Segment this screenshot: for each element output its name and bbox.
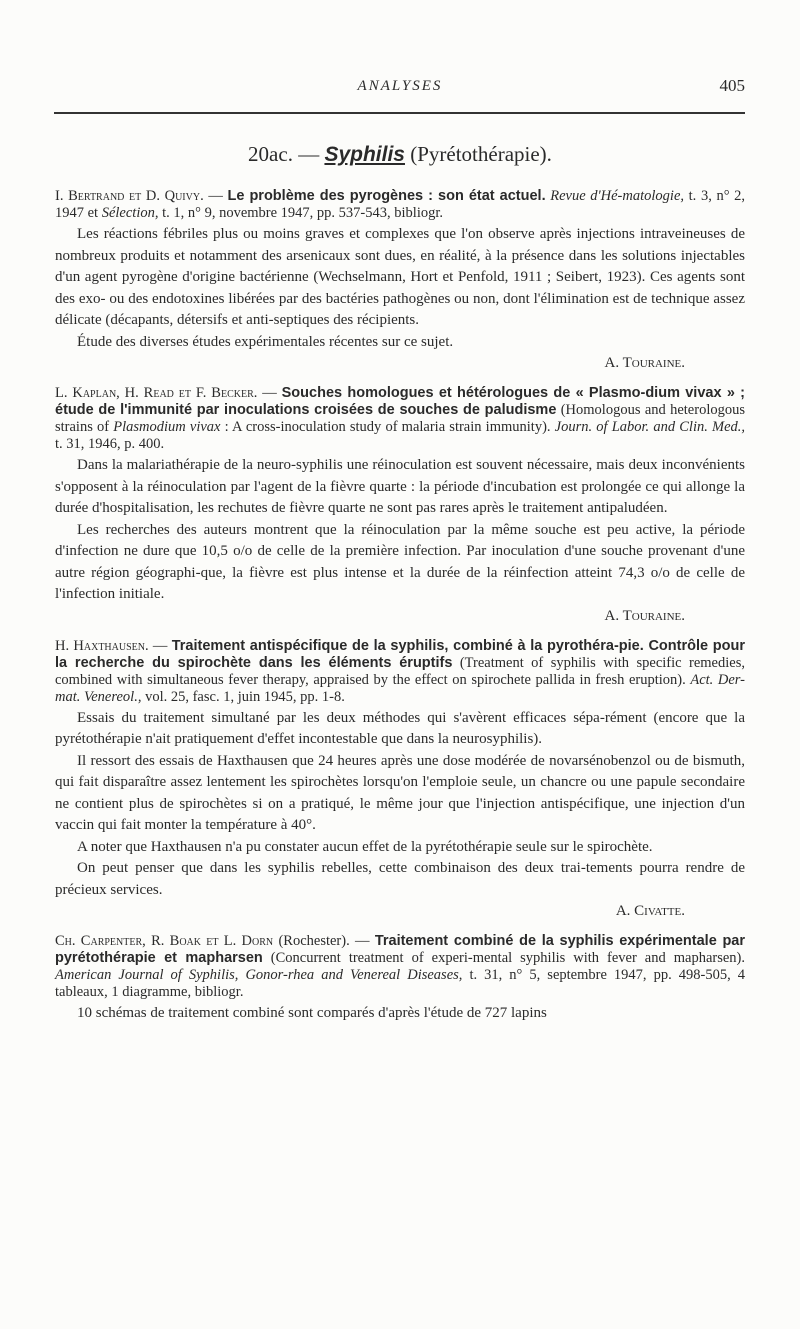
article-1 — [55, 188, 745, 373]
reference: t. 31, n° 5, septembre 1947, pp. 498-505, 4 tableaux, 1 diagramme, bibliogr. — [55, 967, 745, 1000]
journal: Act. Der-mat. Venereol., — [55, 671, 745, 705]
reference: vol. 25, fasc. 1, juin 1945, pp. 1-8. — [141, 688, 345, 705]
reference: (Treatment of syphilis with specific remedies, combined with simultaneous fever therapy, appraised by the effect on spirochete pallida in fresh eruption). — [55, 654, 745, 688]
citation — [55, 385, 745, 453]
reference: t. 1, n° 9, novembre 1947, pp. 537-543, bibliogr. — [158, 205, 443, 221]
paragraph: Étude des diverses études expérimentales récentes sur ce sujet. — [77, 333, 454, 350]
signature: A. Touraine. — [604, 355, 685, 371]
journal: Revue d'Hé-matologie, — [550, 188, 685, 204]
section-code: 20ac. — — [248, 142, 320, 166]
authors: L. Kaplan, H. Read et F. Becker. — [55, 385, 258, 401]
paragraph: Il ressort des essais de Haxthausen que 24 heures après une dose modérée de novarsénobenzol ou de bismuth, qui fait disparaître assez lentement les spirochètes lorsqu'on l'emploie seule, un chancre ou une papule secondaire ne contient plus de spirochètes si on a pratiqué, le même jour que l'injection antispécifique, une injection d'un vaccin qui fait monter la température à 40°. — [55, 752, 745, 833]
dash: — — [203, 188, 228, 204]
article-title: Traitement antispécifique de la syphilis, combiné à la pyrothéra-pie. Contrôle pour la recherche du spirochète dans les éléments éruptifs — [55, 637, 745, 671]
paragraph: Les recherches des auteurs montrent que la réinoculation par la même souche est peu active, la période d'infection ne dure que 10,5 o/o de celle de la première infection. Par inoculation d'une souche provenant d'une autre région géographi-que, la fièvre est plus intense et la durée de la réinfection atteint 74,3 o/o de celle de l'infection initiale. — [55, 521, 745, 602]
article-title: Le problème des pyrogènes : son état actuel. — [227, 188, 546, 204]
journal: Journ. of Labor. and Clin. Med., — [554, 419, 746, 435]
journal: Sélection, — [101, 205, 159, 221]
section-heading — [0, 142, 800, 167]
reference: (Homologous and heterologous strains of — [55, 402, 745, 435]
signature: A. Touraine. — [604, 607, 685, 624]
paragraph: Les réactions fébriles plus ou moins graves et complexes que l'on observe après injections intraveineuses de nombreux produits et notamment des arsenicaux sont dues, en réalité, à la présence dans les solutions injectables d'un agent pyrogène d'origine bactérienne (Wechselmann, Hort et Penfold, 1911 ; Seibert, 1923). Ces agents sont des exo- ou des endotoxines libérées par des bactéries pathogènes ou non, dont l'élimination est de technique assez délicate (décapants, détersifs et anti-septiques des récipients. — [55, 226, 745, 328]
dash: — — [257, 385, 282, 401]
running-header-title: ANALYSES — [357, 78, 443, 94]
authors: I. Bertrand et D. Quivy. — [55, 188, 204, 204]
paragraph: Dans la malariathérapie de la neuro-syphilis une réinoculation est souvent nécessaire, mais deux inconvénients s'opposent à la réinoculation par l'agent de la fièvre quarte : la période d'incubation est prolongée ce qui allonge la durée d'hospitalisation, les rechutes de fièvre quarte ne sont pas rares après le traitement antipaludéen. — [55, 457, 745, 516]
reference: t. 3, n° 2, 1947 et — [55, 188, 746, 221]
citation — [55, 188, 745, 222]
authors: H. Haxthausen. — [55, 637, 149, 654]
article-2 — [55, 385, 745, 626]
main-content — [55, 188, 745, 1037]
section-subtitle: (Pyrétothérapie). — [410, 142, 552, 166]
page-number: 405 — [719, 76, 745, 95]
journal: American Journal of Syphilis, Gonor-rhea and Venereal Diseases, — [55, 967, 463, 983]
article-3 — [55, 638, 745, 922]
section-title: Syphilis — [324, 143, 405, 166]
citation — [55, 933, 745, 1001]
paragraph: On peut penser que dans les syphilis rebelles, cette combinaison des deux trai-tements pourra rendre de précieux services. — [55, 860, 745, 898]
reference: (Concurrent treatment of experi-mental syphilis with fever and mapharsen). — [262, 950, 745, 966]
paragraph: Essais du traitement simultané par les deux méthodes qui s'avèrent efficaces sépa-rément (encore que la pyrétothérapie n'ait pratiquement d'effet incontestable que dans la neurosyphilis). — [55, 709, 745, 747]
article-4 — [55, 933, 745, 1025]
location: (Rochester). — [273, 933, 350, 949]
citation — [55, 638, 745, 706]
reference: : A cross-inoculation study of malaria strain immunity). — [220, 419, 555, 435]
reference: t. 31, 1946, p. 400. — [55, 436, 165, 452]
article-title: Souches homologues et hétérologues de « Plasmo-dium vivax » ; étude de l'immunité par inoculations croisées de souches de paludisme — [55, 385, 746, 418]
header-divider — [54, 112, 745, 114]
signature: A. Civatte. — [615, 903, 685, 919]
authors: Ch. Carpenter, R. Boak et L. Dorn — [55, 933, 274, 949]
paragraph: A noter que Haxthausen n'a pu constater aucun effet de la pyrétothérapie seule sur le spirochète. — [77, 838, 653, 855]
dash: — — [148, 637, 172, 654]
dash: — — [349, 933, 375, 949]
journal: Plasmodium vivax — [113, 419, 221, 435]
paragraph: 10 schémas de traitement combiné sont comparés d'après l'étude de 727 lapins — [77, 1005, 547, 1021]
article-title: Traitement combiné de la syphilis expérimentale par pyrétothérapie et mapharsen — [55, 933, 746, 966]
